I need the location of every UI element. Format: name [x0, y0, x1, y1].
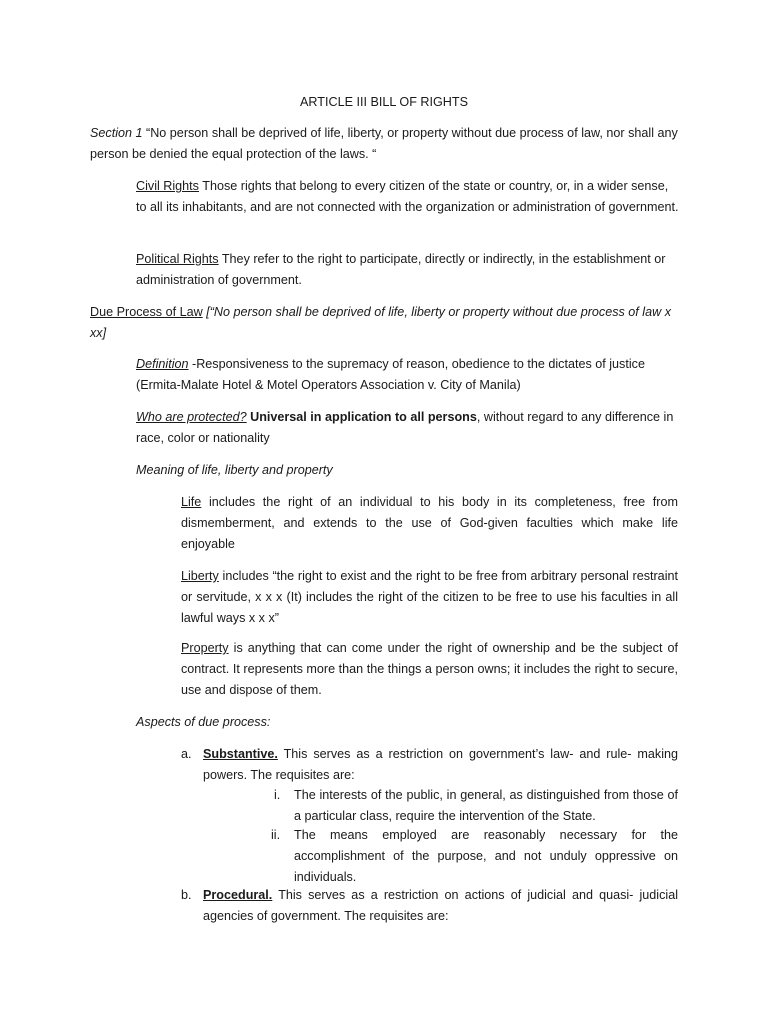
- requisite-1-text: The interests of the public, in general, as distinguished from those of a particular class, require the intervention of the State.: [294, 788, 678, 823]
- procedural-text-block: [203, 885, 678, 927]
- property-text: is anything that can come under the right of ownership and be the subject of contract. It represents more than the things a person owns; it includes the right to secure, use and dispose of them.: [181, 641, 678, 697]
- procedural-marker: b.: [181, 888, 192, 902]
- requisite-2-marker: ii.: [271, 828, 281, 842]
- liberty-paragraph: [181, 566, 678, 629]
- procedural-item: [181, 885, 678, 927]
- definition-paragraph: [136, 354, 681, 396]
- procedural-term: Procedural.: [203, 888, 273, 902]
- due-process-paragraph: [90, 302, 680, 344]
- meaning-heading: Meaning of life, liberty and property: [136, 463, 333, 477]
- substantive-requisite-1: [268, 785, 678, 827]
- substantive-term: Substantive.: [203, 747, 278, 761]
- substantive-text: This serves as a restriction on government’s law- and rule- making powers. The requisites are:: [203, 747, 678, 782]
- who-protected-text: , without regard to any difference in race, color or nationality: [136, 410, 674, 445]
- political-rights-text: They refer to the right to participate, directly or indirectly, in the establishment or administration of government.: [136, 252, 666, 287]
- life-paragraph: [181, 492, 678, 555]
- political-rights-paragraph: [136, 249, 681, 291]
- procedural-text: This serves as a restriction on actions of judicial and quasi- judicial agencies of government. The requisites are:: [203, 888, 678, 923]
- definition-text: -Responsiveness to the supremacy of reason, obedience to the dictates of justice (Ermita-Malate Hotel & Motel Operators Association v. City of Manila): [136, 357, 645, 392]
- civil-rights-text: Those rights that belong to every citizen of the state or country, or, in a wider sense, to all its inhabitants, and are not connected with the organization or administration of government.: [136, 179, 679, 214]
- due-process-quote: [“No person shall be deprived of life, liberty or property without due process of law x xx]: [90, 305, 672, 340]
- substantive-requisite-2: [268, 825, 678, 888]
- liberty-text: includes “the right to exist and the right to be free from arbitrary personal restraint or servitude, x x x (It) includes the right of the citizen to be free to use his faculties in all lawful ways x x x”: [181, 569, 678, 625]
- civil-rights-term: Civil Rights: [136, 179, 199, 193]
- substantive-marker: a.: [181, 747, 192, 761]
- due-process-term: Due Process of Law: [90, 305, 203, 319]
- who-protected-bold: Universal in application to all persons: [246, 410, 477, 424]
- who-protected-paragraph: [136, 407, 681, 449]
- definition-term: Definition: [136, 357, 189, 371]
- article-title: ARTICLE III BILL OF RIGHTS: [300, 95, 468, 109]
- requisite-1-marker: i.: [274, 788, 281, 802]
- section-1-text: “No person shall be deprived of life, liberty, or property without due process of law, nor shall any person be denied the equal protection of the laws. “: [90, 126, 678, 161]
- section-1-paragraph: [90, 123, 680, 165]
- life-term: Life: [181, 495, 202, 509]
- aspects-heading: Aspects of due process:: [136, 715, 271, 729]
- requisite-2-text: The means employed are reasonably necessary for the accomplishment of the purpose, and not unduly oppressive on individuals.: [294, 828, 678, 884]
- property-term: Property: [181, 641, 229, 655]
- life-text: includes the right of an individual to his body in its completeness, free from dismemberment, and extends to the use of God-given faculties which make life enjoyable: [181, 495, 678, 551]
- civil-rights-paragraph: [136, 176, 681, 218]
- substantive-item: [181, 744, 678, 786]
- property-paragraph: [181, 638, 678, 701]
- liberty-term: Liberty: [181, 569, 219, 583]
- substantive-text-block: [203, 744, 678, 786]
- who-protected-question: Who are protected?: [136, 410, 247, 424]
- political-rights-term: Political Rights: [136, 252, 219, 266]
- section-1-label: Section 1: [90, 126, 143, 140]
